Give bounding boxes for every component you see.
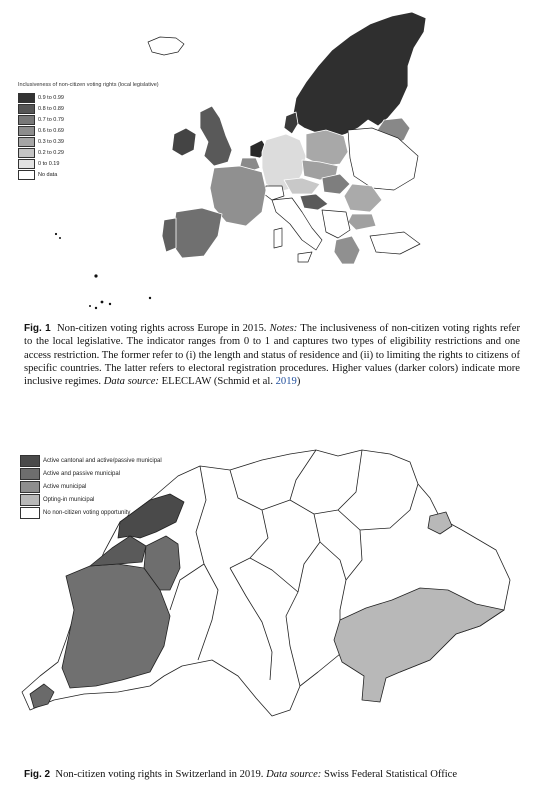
figure-1-legend-row [18,136,159,147]
map-region-balkans [322,210,350,238]
map-region-hungary [322,174,350,194]
figure-2-caption [24,768,520,781]
figure-1-source: ELECLAW (Schmid et al. [161,376,273,388]
figure-1-legend-label: 0 to 0.19 [38,160,60,167]
figure-2-legend-row [20,493,162,506]
figure-1-legend-row [18,169,159,180]
map-region-ireland [172,128,196,156]
map-region-spain [172,208,222,258]
map-region-iceland [148,37,184,55]
figure-1-legend-label: No data [38,171,58,178]
figure-1-source-label: Data source: [103,376,159,388]
figure-2-legend [20,454,162,519]
figure-1-caption [24,322,520,388]
figure-2-legend-swatch [20,507,40,519]
figure-2-legend-row [20,506,162,519]
figure-2-source-label: Data source: [266,769,322,780]
figure-1-legend-label: 0.8 to 0.89 [38,105,64,112]
figure-1-legend [18,82,159,180]
figure-1-legend-swatch [18,137,35,147]
figure-1-notes: The inclusiveness of non-citizen voting rights refer to the local legislative. The indicator ranges from 0 to 1 and captures two types of eligibility restrictions and one access restriction. The former refer to (i) the length and status of residence and (ii) to limiting the rights to citizens of specific countries. The latter refers to electoral registration procedures. Higher values (darker colors) indicate more inclusive regimes. [24,323,520,388]
figure-2-legend-label: Opting-in municipal [43,496,95,503]
figure-2-legend-swatch [20,455,40,467]
map-region-sicily [298,252,312,262]
figure-1-legend-row [18,125,159,136]
figure-2-title: Non-citizen voting rights in Switzerland in 2019. [55,769,264,780]
map-region-bulgaria [348,214,376,230]
legend-title: Inclusiveness of non-citizen voting rights (local legislative) [18,82,159,88]
figure-1-legend-row [18,158,159,169]
figure-1-source-year-link[interactable]: 2019 [275,376,297,388]
figure-2-source: Swiss Federal Statistical Office [323,769,458,780]
figure-2-legend-label: Active cantonal and active/passive municipal [43,457,162,464]
figure-2-legend-row [20,454,162,467]
map-region-atlantic-islands [55,233,151,309]
map-region-turkey [370,232,420,254]
figure-2-legend-label: Active municipal [43,483,87,490]
map-region-denmark [284,112,298,134]
figure-1-legend-row [18,92,159,103]
figure-1-legend-swatch [18,159,35,169]
figure-1-legend-row [18,103,159,114]
figure-1-legend-row [18,147,159,158]
figure-2-legend-label: No non-citizen voting opportunity [43,509,131,516]
figure-1-notes-label: Notes: [269,323,298,334]
figure-1-legend-swatch [18,170,35,180]
figure-1-legend-swatch [18,148,35,158]
map-region-slovenia-croatia [300,194,328,210]
map-region-switzerland [264,186,284,200]
figure-1-legend-label: 0.2 to 0.29 [38,149,64,156]
map-region-islands [274,228,282,248]
figure-1-legend-swatch [18,93,35,103]
figure-1-legend-swatch [18,104,35,114]
map-region-scandinavia [292,12,426,138]
figure-2-legend-swatch [20,481,40,493]
figure-2-legend-row [20,480,162,493]
figure-1-legend-swatch [18,115,35,125]
figure-1-legend-label: 0.3 to 0.39 [38,138,64,145]
figure-1-legend-label: 0.7 to 0.79 [38,116,64,123]
figure-2 [0,440,538,800]
figure-1-label: Fig. 1 [24,323,51,334]
map-region-greece [334,236,360,264]
figure-1-legend-row [18,114,159,125]
figure-1-source-close: ) [296,376,301,388]
map-region-portugal [162,218,176,252]
map-region-belarus-ukraine [348,128,418,190]
figure-2-legend-row [20,467,162,480]
figure-2-legend-swatch [20,468,40,480]
map-region-poland [306,130,348,166]
figure-1-legend-label: 0.6 to 0.69 [38,127,64,134]
figure-1-legend-label: 0.9 to 0.99 [38,94,64,101]
figure-2-legend-swatch [20,494,40,506]
figure-2-label: Fig. 2 [24,769,51,780]
map-region-uk [200,106,232,166]
figure-1-legend-swatch [18,126,35,136]
map-region-austria [284,178,320,194]
figure-1-title: Non-citizen voting rights across Europe in 2015. [57,323,267,334]
figure-2-legend-label: Active and passive municipal [43,470,121,477]
